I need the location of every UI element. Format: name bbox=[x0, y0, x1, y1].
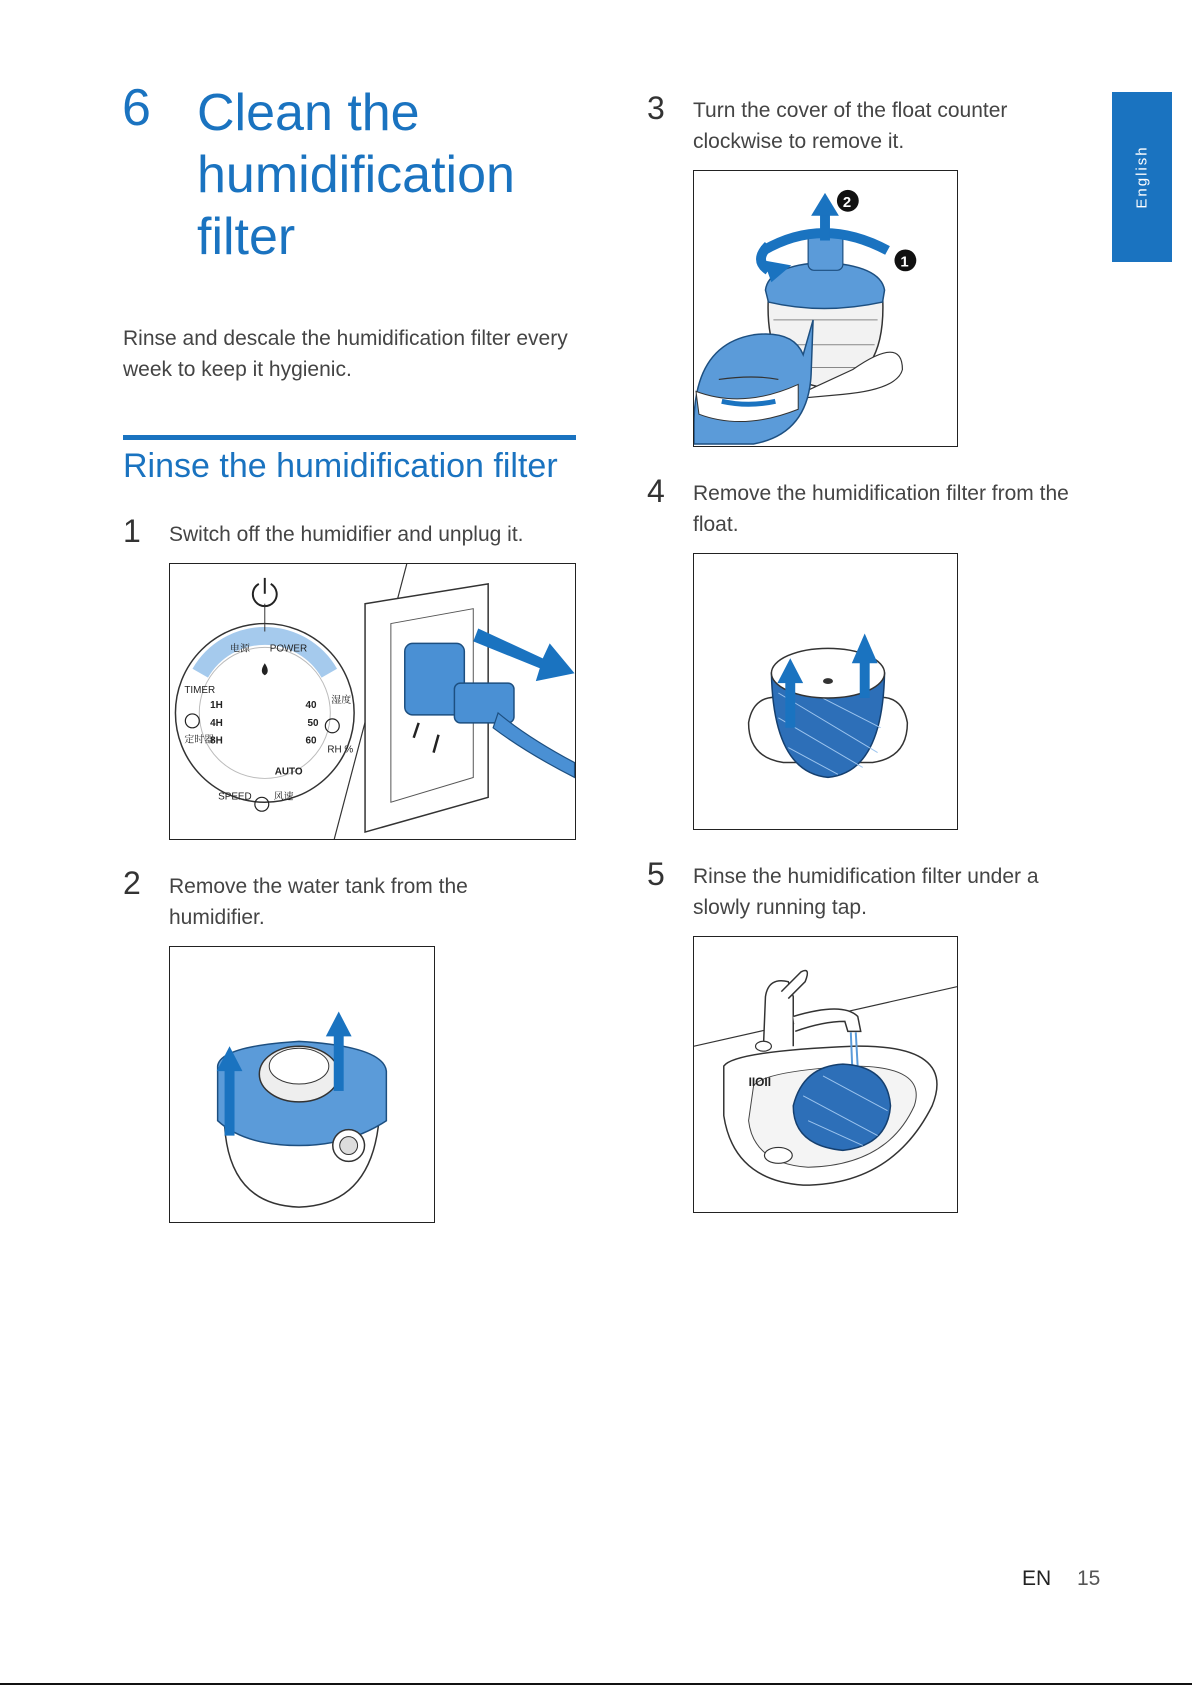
rh-value: 40 bbox=[305, 699, 317, 711]
lift-arrow-icon bbox=[811, 193, 839, 216]
dial-speed-label: SPEED bbox=[218, 791, 252, 803]
rh-value: 50 bbox=[307, 717, 319, 729]
chapter-title: Clean the humidification filter bbox=[197, 84, 515, 266]
language-tab-label: English bbox=[1133, 145, 1151, 209]
power-icon bbox=[253, 578, 277, 606]
dial-speed-cn-label: 风速 bbox=[273, 791, 294, 803]
dial-auto-label: AUTO bbox=[274, 766, 303, 778]
intro-paragraph: Rinse and descale the humidification filter every week to keep it hygienic. bbox=[123, 327, 568, 381]
chapter-number: 6 bbox=[122, 79, 151, 137]
timer-value: 1H bbox=[210, 699, 223, 711]
step-2-number: 2 bbox=[123, 865, 141, 901]
section-rule bbox=[123, 435, 576, 440]
rh-value: 60 bbox=[305, 735, 317, 747]
step-5-text: Rinse the humidification filter under a slowly running tap. bbox=[693, 865, 1039, 919]
section-title: Rinse the humidification filter bbox=[123, 447, 558, 485]
filter-icon bbox=[793, 1064, 890, 1150]
figure-switch-off-unplug bbox=[169, 563, 576, 840]
footer-language: EN bbox=[1022, 1567, 1052, 1590]
dial-timer-cn-label: 定时器 bbox=[184, 734, 215, 746]
step-1-text: Switch off the humidifier and unplug it. bbox=[169, 523, 524, 546]
figure-remove-filter-from-float bbox=[693, 553, 958, 830]
dial-power-label: POWER bbox=[269, 643, 308, 655]
page-number: 15 bbox=[1077, 1567, 1101, 1590]
step-2-text: Remove the water tank from the humidifier. bbox=[169, 875, 468, 929]
figure-remove-water-tank bbox=[169, 946, 435, 1223]
dial-power-cn-label: 电源 bbox=[230, 643, 250, 655]
language-tab bbox=[1112, 92, 1172, 262]
dial-rh-cn-label: 湿度 bbox=[331, 694, 352, 706]
dial-timer-label: TIMER bbox=[184, 685, 216, 697]
step-3-text: Turn the cover of the float counter clockwise to remove it. bbox=[693, 99, 1008, 153]
timer-value: 4H bbox=[210, 717, 223, 729]
step-5-number: 5 bbox=[647, 856, 665, 892]
dial-rh-label: RH % bbox=[327, 744, 354, 756]
sink-label-icon: IIOII bbox=[748, 1074, 772, 1089]
figure-rinse-under-tap bbox=[693, 936, 958, 1213]
callout-1-label: 1 bbox=[900, 254, 909, 271]
figure-turn-float-cover bbox=[693, 170, 958, 447]
callout-2-label: 2 bbox=[842, 194, 852, 211]
step-1-number: 1 bbox=[123, 513, 141, 549]
timer-value: 8H bbox=[210, 735, 223, 747]
step-4-text: Remove the humidification filter from the float. bbox=[693, 482, 1069, 536]
step-3-number: 3 bbox=[647, 90, 665, 126]
step-4-number: 4 bbox=[647, 473, 665, 509]
